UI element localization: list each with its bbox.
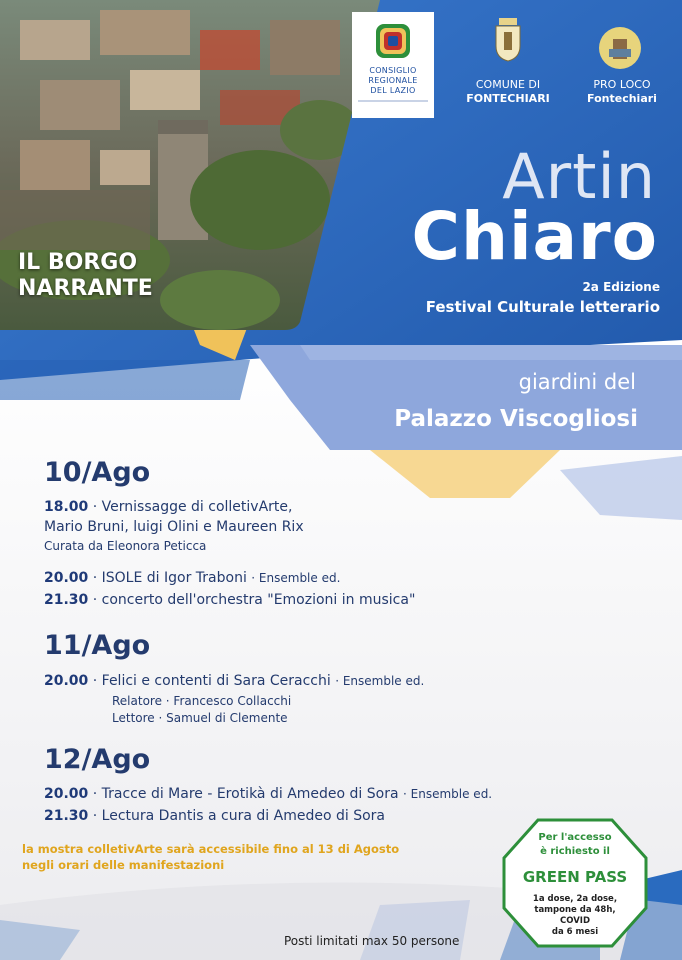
festival-subtitle: Festival Culturale letterario: [425, 298, 660, 316]
limited-seats-note: Posti limitati max 50 persone: [284, 934, 460, 948]
proloco-line1: PRO LOCO: [593, 78, 651, 91]
green-pass-line2: è richiesto il: [540, 846, 610, 857]
day-heading: 10/Ago: [44, 457, 151, 488]
event-extra: · Ensemble ed.: [335, 674, 425, 688]
green-pass-detail2: tampone da 48h,: [534, 905, 616, 915]
lazio-region-emblem-icon: [352, 18, 434, 68]
green-pass-title: GREEN PASS: [522, 868, 628, 886]
day-heading: 12/Ago: [44, 744, 151, 775]
exhibition-note-line1: la mostra colletivArte sarà accessibile fino al 13 di Agosto: [22, 842, 400, 856]
event-title: · Lectura Dantis a cura di Amedeo di Sora: [92, 808, 385, 824]
pro-loco-emblem-icon: [597, 25, 643, 71]
lettore-line: Lettore · Samuel di Clemente: [112, 711, 288, 725]
consiglio-line1: CONSIGLIO: [369, 66, 417, 75]
exhibition-note-line2: negli orari delle manifestazioni: [22, 858, 225, 872]
event-item: [44, 570, 340, 586]
consiglio-line2: REGIONALE: [368, 76, 418, 85]
event-title: Mario Bruni, luigi Olini e Maureen Rix: [44, 519, 304, 535]
event-item: [44, 808, 385, 824]
event-title: · Vernissagge di colletivArte,: [92, 499, 293, 515]
event-time: 20.00: [44, 673, 89, 689]
proloco-label: [574, 78, 670, 106]
borgo-narrante-line1: IL BORGO: [18, 250, 138, 275]
green-pass-detail4: da 6 mesi: [551, 927, 599, 937]
title-artin: Artin: [502, 140, 656, 213]
event-time: 18.00: [44, 499, 89, 515]
event-item: [44, 673, 424, 689]
green-pass-detail1: 1a dose, 2a dose,: [532, 894, 618, 904]
green-pass-line1: Per l'accesso: [538, 832, 612, 843]
consiglio-regionale-logo: [352, 12, 434, 118]
fontechiari-coat-of-arms-icon: [493, 18, 523, 62]
proloco-line2: Fontechiari: [587, 92, 657, 105]
event-extra: · Ensemble ed.: [251, 571, 341, 585]
event-title: · concerto dell'orchestra "Emozioni in musica": [92, 592, 416, 608]
consiglio-line3: DEL LAZIO: [370, 86, 416, 95]
consiglio-divider: [358, 100, 428, 102]
event-item: [44, 592, 415, 608]
event-title: · ISOLE di Igor Traboni: [92, 570, 247, 586]
curator-line: Curata da Eleonora Peticca: [44, 539, 207, 553]
comune-line1: COMUNE DI: [475, 78, 541, 91]
event-time: 20.00: [44, 570, 89, 586]
edition-label: 2a Edizione: [582, 280, 660, 294]
green-pass-detail3: COVID: [559, 916, 591, 926]
day-heading: 11/Ago: [44, 630, 151, 661]
venue-line2: Palazzo Viscogliosi: [394, 406, 638, 432]
borgo-narrante-line2: NARRANTE: [18, 276, 153, 301]
event-time: 21.30: [44, 592, 89, 608]
event-extra: · Ensemble ed.: [403, 787, 493, 801]
title-chiaro: Chiaro: [411, 198, 658, 275]
event-item: [44, 519, 304, 535]
comune-line2: FONTECHIARI: [466, 92, 550, 105]
relatore-line: Relatore · Francesco Collacchi: [112, 694, 292, 708]
event-item: [44, 499, 292, 515]
event-time: 20.00: [44, 786, 89, 802]
comune-label: [460, 78, 556, 106]
event-item: [44, 786, 492, 802]
venue-line1: giardini del: [518, 370, 636, 394]
event-title: · Tracce di Mare - Erotikà di Amedeo di Sora: [92, 786, 399, 802]
event-title: · Felici e contenti di Sara Ceracchi: [92, 673, 331, 689]
event-time: 21.30: [44, 808, 89, 824]
